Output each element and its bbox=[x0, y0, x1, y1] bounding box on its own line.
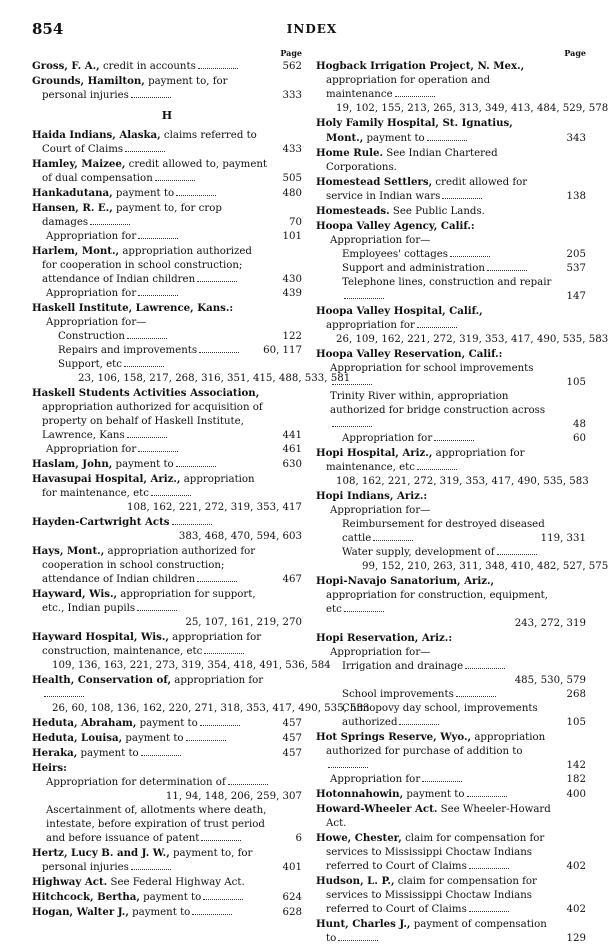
leader-dots bbox=[138, 445, 178, 452]
page-reference: 537 bbox=[566, 263, 586, 274]
entry-text: appropriation for maintenance, etc bbox=[42, 474, 255, 499]
entry-heading: Haskell Institute, Lawrence, Kans.: bbox=[32, 302, 234, 314]
index-entry bbox=[32, 804, 302, 846]
leader-dots bbox=[127, 332, 167, 339]
leader-dots bbox=[44, 690, 84, 697]
index-entry bbox=[316, 917, 586, 946]
index-entry bbox=[32, 905, 302, 920]
index-entry bbox=[316, 347, 586, 362]
leader-dots bbox=[328, 761, 368, 768]
page-reference: 129 bbox=[566, 933, 586, 944]
index-entry bbox=[316, 574, 586, 631]
index-column-right bbox=[316, 48, 608, 946]
section-letter: H bbox=[161, 109, 173, 122]
entry-text: payment to bbox=[363, 133, 425, 144]
index-entry bbox=[316, 688, 586, 702]
index-entry bbox=[32, 74, 302, 103]
entry-text: appropriation for support, etc., Indian pupils bbox=[42, 589, 256, 614]
entry-heading: Hays, Mont., bbox=[32, 545, 105, 557]
entry-text: payment to, for crop damages bbox=[42, 203, 222, 228]
entry-text: Repairs and improvements bbox=[58, 345, 198, 356]
leader-dots bbox=[204, 647, 244, 654]
page-reference: 6 bbox=[295, 833, 302, 844]
entry-heading: Hogan, Walter J., bbox=[32, 906, 129, 918]
entry-text: Trinity River within, appropriation authorized for bridge construction across bbox=[330, 391, 546, 416]
leader-dots bbox=[469, 862, 509, 869]
index-entry bbox=[316, 262, 586, 276]
page-reference: 19, 102, 155, 213, 265, 313, 349, 413, 484, 529, 578 bbox=[336, 103, 608, 114]
entry-text: Appropriation for— bbox=[330, 647, 431, 658]
leader-dots bbox=[434, 434, 474, 441]
page-reference: 105 bbox=[566, 377, 586, 388]
entry-heading: Holy Family Hospital, St. Ignatius, Mont., bbox=[316, 117, 513, 144]
entry-heading: Highway Act. bbox=[32, 876, 108, 888]
index-entry bbox=[316, 702, 586, 730]
page-reference: 628 bbox=[282, 907, 302, 918]
entry-text: payment of compensation to bbox=[326, 919, 547, 944]
index-entry bbox=[316, 219, 586, 234]
index-entry bbox=[316, 631, 586, 646]
entry-text: School improvements bbox=[342, 689, 454, 700]
entry-text: appropriation for maintenance, etc bbox=[326, 448, 525, 473]
entry-heading: Hopi Hospital, Ariz., bbox=[316, 447, 433, 459]
index-entry bbox=[32, 746, 302, 761]
index-entry bbox=[316, 730, 586, 773]
page-reference: 433 bbox=[282, 144, 302, 155]
index-entry bbox=[32, 330, 302, 344]
leader-dots bbox=[373, 534, 413, 541]
entry-heading: Home Rule. bbox=[316, 147, 383, 159]
leader-dots bbox=[465, 662, 505, 669]
entry-text: Employees' cottages bbox=[342, 249, 448, 260]
index-entry bbox=[32, 587, 302, 630]
index-entry bbox=[32, 731, 302, 746]
entry-text: Appropriation for bbox=[330, 774, 421, 785]
index-entry bbox=[316, 802, 586, 831]
leader-dots bbox=[422, 775, 462, 782]
index-entry bbox=[316, 504, 586, 518]
entry-heading: Gross, F. A., bbox=[32, 60, 100, 72]
leader-dots bbox=[467, 790, 507, 797]
entry-heading: Homesteads. bbox=[316, 205, 390, 217]
entry-text: appropriation for bbox=[326, 320, 415, 331]
index-entry bbox=[316, 518, 586, 546]
page-reference: 25, 107, 161, 219, 270 bbox=[185, 617, 302, 628]
entry-text: credit allowed for service in Indian wars bbox=[326, 177, 528, 202]
page-number: 854 bbox=[32, 20, 64, 38]
entry-text: Appropriation for bbox=[46, 444, 137, 455]
leader-dots bbox=[450, 250, 490, 257]
leader-dots bbox=[487, 264, 527, 271]
page-reference: 268 bbox=[566, 689, 586, 700]
entry-text: Appropriation for school improvements bbox=[330, 363, 534, 374]
leader-dots bbox=[228, 778, 268, 785]
entry-text: payment to bbox=[122, 733, 184, 744]
leader-dots bbox=[186, 734, 226, 741]
page-reference: 457 bbox=[282, 733, 302, 744]
entry-heading: Hayward Hospital, Wis., bbox=[32, 631, 169, 643]
entry-text: Support and administration bbox=[342, 263, 485, 274]
entry-text: payment to bbox=[403, 789, 465, 800]
page-reference: 60, 117 bbox=[263, 345, 302, 356]
index-entry bbox=[32, 544, 302, 587]
page-header bbox=[32, 20, 592, 40]
leader-dots bbox=[90, 218, 130, 225]
leader-dots bbox=[417, 463, 457, 470]
entry-text: claim for compensation for services to Mississippi Choctaw Indians referred to Court of Claims bbox=[326, 876, 537, 915]
entry-heading: Heduta, Louisa, bbox=[32, 732, 123, 744]
page-reference: 147 bbox=[566, 291, 586, 302]
leader-dots bbox=[332, 378, 372, 385]
page-reference: 343 bbox=[566, 133, 586, 144]
leader-dots bbox=[192, 908, 232, 915]
leader-dots bbox=[151, 489, 191, 496]
leader-dots bbox=[127, 431, 167, 438]
entry-heading: Homestead Settlers, bbox=[316, 176, 433, 188]
entry-text: credit allowed to, payment of dual compensation bbox=[42, 159, 268, 184]
index-entry bbox=[32, 630, 331, 673]
index-entry bbox=[316, 116, 586, 146]
page-reference: 26, 109, 162, 221, 272, 319, 353, 417, 490, 535, 583 bbox=[336, 334, 608, 345]
leader-dots bbox=[138, 232, 178, 239]
entry-heading: Harlem, Mont., bbox=[32, 245, 120, 257]
page-reference: 26, 60, 108, 136, 162, 220, 271, 318, 353, 417, 490, 535, 583 bbox=[52, 703, 370, 714]
leader-dots bbox=[442, 192, 482, 199]
page-reference: 383, 468, 470, 594, 603 bbox=[178, 531, 302, 542]
page-reference: 142 bbox=[566, 760, 586, 771]
leader-dots bbox=[199, 346, 239, 353]
entry-text: payment to bbox=[77, 748, 139, 759]
page-reference: 400 bbox=[566, 789, 586, 800]
page-reference: 441 bbox=[282, 430, 302, 441]
index-entry bbox=[316, 874, 586, 917]
leader-dots bbox=[417, 321, 457, 328]
index-entry-list bbox=[316, 59, 608, 946]
entry-text: appropriation authorized for acquisition of property on behalf of Haskell Institute, Lawrence, Kans bbox=[42, 402, 263, 441]
leader-dots bbox=[427, 134, 467, 141]
index-entry bbox=[32, 287, 302, 301]
page-reference: 401 bbox=[282, 862, 302, 873]
page-reference: 99, 152, 210, 263, 311, 348, 410, 482, 527, 575 bbox=[362, 561, 608, 572]
leader-dots bbox=[124, 360, 164, 367]
index-entry bbox=[316, 432, 586, 446]
index-entry bbox=[316, 390, 586, 432]
entry-heading: Hoopa Valley Reservation, Calif.: bbox=[316, 348, 503, 360]
entry-text: payment to, for personal injuries bbox=[42, 848, 253, 873]
leader-dots bbox=[137, 604, 177, 611]
index-entry bbox=[316, 831, 586, 874]
page-reference: 467 bbox=[282, 574, 302, 585]
entry-text: payment to, for personal injuries bbox=[42, 76, 228, 101]
entry-heading: Haida Indians, Alaska, bbox=[32, 129, 161, 141]
index-entry bbox=[32, 344, 302, 358]
page-reference: 105 bbox=[566, 717, 586, 728]
page-reference: 138 bbox=[566, 191, 586, 202]
leader-dots bbox=[203, 893, 243, 900]
entry-text: Irrigation and drainage bbox=[342, 661, 464, 672]
index-entry bbox=[316, 660, 586, 688]
leader-dots bbox=[344, 292, 384, 299]
leader-dots bbox=[131, 91, 171, 98]
page-column-label: Page bbox=[280, 48, 302, 58]
entry-text: payment to bbox=[112, 459, 174, 470]
index-entry bbox=[32, 316, 302, 330]
index-entry bbox=[316, 489, 586, 504]
page-reference: 70 bbox=[289, 217, 302, 228]
page-reference: 108, 162, 221, 272, 319, 353, 417, 490, 535, 583 bbox=[336, 476, 589, 487]
entry-heading: Hayden-Cartwright Acts bbox=[32, 516, 170, 528]
index-entry bbox=[32, 443, 302, 457]
index-entry bbox=[32, 776, 302, 804]
entry-text: appropriation for construction, equipment, etc bbox=[326, 590, 548, 615]
entry-heading: Hopi Reservation, Ariz.: bbox=[316, 632, 453, 644]
page-reference: 11, 94, 148, 206, 259, 307 bbox=[165, 791, 302, 802]
index-entry bbox=[32, 457, 302, 472]
index-entry bbox=[32, 128, 302, 157]
page-reference: 23, 106, 158, 217, 268, 316, 351, 415, 488, 533, 581 bbox=[78, 373, 351, 384]
entry-heading: Heduta, Abraham, bbox=[32, 717, 137, 729]
leader-dots bbox=[201, 834, 241, 841]
entry-heading: Hoopa Valley Agency, Calif.: bbox=[316, 220, 475, 232]
index-entry bbox=[316, 787, 586, 802]
entry-text: appropriation authorized for cooperation in school construction; attendance of Indian children bbox=[42, 546, 256, 585]
index-entry bbox=[316, 146, 586, 175]
page-reference: 122 bbox=[282, 331, 302, 342]
page-reference: 461 bbox=[282, 444, 302, 455]
page-column-label: Page bbox=[564, 48, 586, 58]
entry-text: claim for compensation for services to Mississippi Choctaw Indians referred to Court of Claims bbox=[326, 833, 545, 872]
index-entry bbox=[32, 761, 302, 776]
leader-dots bbox=[197, 575, 237, 582]
leader-dots bbox=[344, 605, 384, 612]
leader-dots bbox=[198, 62, 238, 69]
entry-heading: Howe, Chester, bbox=[316, 832, 402, 844]
page-title: INDEX bbox=[286, 22, 338, 36]
entry-text: See Wheeler-Howard Act. bbox=[326, 804, 551, 829]
page-reference: 333 bbox=[282, 90, 302, 101]
entry-heading: Hankadutana, bbox=[32, 187, 113, 199]
leader-dots bbox=[131, 863, 171, 870]
entry-text: Appropriation for— bbox=[330, 235, 431, 246]
leader-dots bbox=[197, 275, 237, 282]
index-entry bbox=[32, 59, 302, 74]
entry-heading: Hansen, R. E., bbox=[32, 202, 113, 214]
entry-heading: Hamley, Maizee, bbox=[32, 158, 126, 170]
entry-text: See Indian Chartered Corporations. bbox=[326, 148, 498, 173]
entry-text: Appropriation for bbox=[46, 288, 137, 299]
page-reference: 60 bbox=[573, 433, 586, 444]
leader-dots bbox=[338, 934, 378, 941]
entry-heading: Haslam, John, bbox=[32, 458, 113, 470]
entry-text: appropriation authorized for purchase of addition to bbox=[326, 732, 546, 757]
page-reference: 430 bbox=[282, 274, 302, 285]
page-reference: 505 bbox=[282, 173, 302, 184]
page-reference: 457 bbox=[282, 718, 302, 729]
index-entry bbox=[316, 304, 608, 347]
page-reference: 108, 162, 221, 272, 319, 353, 417 bbox=[127, 502, 302, 513]
leader-dots bbox=[332, 420, 372, 427]
index-entry bbox=[32, 846, 302, 875]
index-entry bbox=[316, 362, 586, 390]
entry-text: Appropriation for bbox=[342, 433, 433, 444]
index-entry bbox=[316, 646, 586, 660]
entry-text: Chimopovy day school, improvements authorized bbox=[342, 703, 538, 728]
page-reference: 205 bbox=[566, 249, 586, 260]
index-entry bbox=[32, 201, 302, 230]
entry-heading: Hopi-Navajo Sanatorium, Ariz., bbox=[316, 575, 495, 587]
leader-dots bbox=[497, 548, 537, 555]
entry-text: Ascertainment of, allotments where death, intestate, before expiration of trust period and before issuance of patent bbox=[46, 805, 267, 844]
entry-text: See Federal Highway Act. bbox=[107, 877, 245, 888]
leader-dots bbox=[395, 90, 435, 97]
entry-heading: Haskell Students Activities Association, bbox=[32, 387, 260, 399]
page-reference: 101 bbox=[282, 231, 302, 242]
page-reference: 48 bbox=[573, 419, 586, 430]
page-reference: 480 bbox=[282, 188, 302, 199]
entry-heading: Hitchcock, Bertha, bbox=[32, 891, 140, 903]
index-entry bbox=[316, 446, 589, 489]
page-reference: 630 bbox=[282, 459, 302, 470]
index-entry bbox=[316, 773, 586, 787]
index-entry bbox=[316, 546, 608, 574]
leader-dots bbox=[176, 460, 216, 467]
index-entry bbox=[32, 358, 351, 386]
entry-text: appropriation for operation and maintenance bbox=[326, 75, 491, 100]
entry-text: appropriation for bbox=[171, 675, 264, 686]
entry-heading: Hogback Irrigation Project, N. Mex., bbox=[316, 60, 525, 72]
index-entry bbox=[316, 276, 586, 304]
page-reference: 624 bbox=[282, 892, 302, 903]
index-entry bbox=[32, 716, 302, 731]
entry-text: Appropriation for— bbox=[46, 317, 147, 328]
leader-dots bbox=[125, 145, 165, 152]
page-reference: 562 bbox=[282, 61, 302, 72]
index-entry bbox=[316, 248, 586, 262]
entry-text: payment to bbox=[139, 892, 202, 903]
entry-text: payment to bbox=[128, 907, 191, 918]
index-entry bbox=[32, 515, 302, 544]
page-reference: 402 bbox=[566, 861, 586, 872]
entry-text: payment to bbox=[112, 188, 175, 199]
leader-dots bbox=[469, 905, 509, 912]
leader-dots bbox=[138, 289, 178, 296]
entry-text: Construction bbox=[58, 331, 125, 342]
page-reference: 119, 331 bbox=[540, 533, 586, 544]
index-entry bbox=[32, 230, 302, 244]
entry-text: Appropriation for bbox=[46, 231, 137, 242]
entry-text: Appropriation for determination of bbox=[46, 777, 226, 788]
entry-text: appropriation for construction, maintenance, etc bbox=[42, 632, 262, 657]
entry-heading: Hunt, Charles J., bbox=[316, 918, 411, 930]
leader-dots bbox=[176, 189, 216, 196]
index-entry bbox=[32, 157, 302, 186]
page-reference: 243, 272, 319 bbox=[514, 618, 586, 629]
entry-text: credit in accounts bbox=[99, 61, 196, 72]
entry-text: appropriation authorized for cooperation in school construction; attendance of Indian children bbox=[42, 246, 252, 285]
entry-heading: Hot Springs Reserve, Wyo., bbox=[316, 731, 472, 743]
entry-text: See Public Lands. bbox=[389, 206, 485, 217]
entry-heading: Heirs: bbox=[32, 762, 67, 774]
leader-dots bbox=[456, 690, 496, 697]
entry-heading: Hertz, Lucy B. and J. W., bbox=[32, 847, 170, 859]
entry-text: Water supply, development of bbox=[342, 547, 495, 558]
index-entry bbox=[32, 673, 370, 716]
entry-heading: Havasupai Hospital, Ariz., bbox=[32, 473, 181, 485]
entry-text: Appropriation for— bbox=[330, 505, 431, 516]
leader-dots bbox=[172, 518, 212, 525]
entry-text: Telephone lines, construction and repair bbox=[342, 277, 552, 288]
entry-heading: Grounds, Hamilton, bbox=[32, 75, 145, 87]
page-reference: 402 bbox=[566, 904, 586, 915]
entry-heading: Hotonnahowin, bbox=[316, 788, 404, 800]
leader-dots bbox=[399, 718, 439, 725]
page-reference: 182 bbox=[566, 774, 586, 785]
entry-text: payment to bbox=[136, 718, 198, 729]
leader-dots bbox=[141, 749, 181, 756]
index-entry bbox=[32, 186, 302, 201]
entry-heading: Health, Conservation of, bbox=[32, 674, 172, 686]
index-entry bbox=[32, 875, 302, 890]
leader-dots bbox=[155, 174, 195, 181]
entry-heading: Howard-Wheeler Act. bbox=[316, 803, 438, 815]
entry-heading: Hopi Indians, Ariz.: bbox=[316, 490, 428, 502]
entry-heading: Hudson, L. P., bbox=[316, 875, 395, 887]
page-reference: 109, 136, 163, 221, 273, 319, 354, 418, 491, 536, 584 bbox=[52, 660, 331, 671]
index-entry bbox=[32, 890, 302, 905]
index-entry bbox=[32, 386, 302, 443]
index-entry bbox=[316, 175, 586, 204]
entry-heading: Hoopa Valley Hospital, Calif., bbox=[316, 305, 483, 317]
page-reference: 485, 530, 579 bbox=[514, 675, 586, 686]
entry-heading: Heraka, bbox=[32, 747, 78, 759]
entry-text: Reimbursement for destroyed diseased cattle bbox=[342, 519, 545, 544]
entry-text: Support, etc bbox=[58, 359, 122, 370]
index-entry bbox=[32, 244, 302, 287]
entry-text: claims referred to Court of Claims bbox=[42, 130, 257, 155]
page-reference: 457 bbox=[282, 748, 302, 759]
leader-dots bbox=[200, 719, 240, 726]
index-entry bbox=[316, 204, 586, 219]
index-entry bbox=[316, 59, 608, 116]
entry-heading: Hayward, Wis., bbox=[32, 588, 118, 600]
index-entry bbox=[32, 301, 302, 316]
index-entry bbox=[32, 472, 302, 515]
page-reference: 439 bbox=[282, 288, 302, 299]
index-entry bbox=[316, 234, 586, 248]
